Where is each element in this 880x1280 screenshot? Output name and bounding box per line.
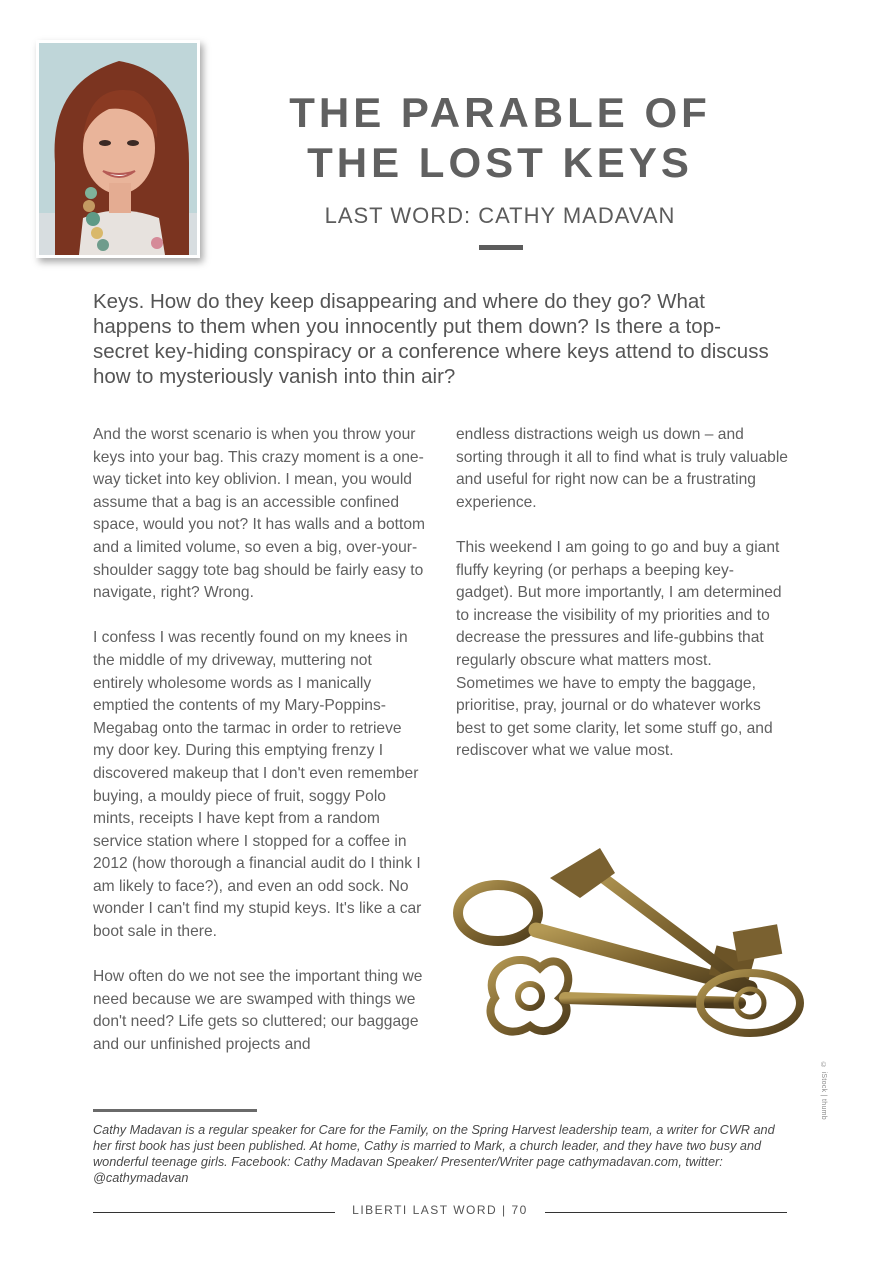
author-bio: Cathy Madavan is a regular speaker for Care for the Family, on the Spring Harvest leadership team, a writer for CWR and her first book has just been published. At home, Cathy is married to Mark, a church leader, and they have two busy and wonderful teenage girls. Facebook: Cathy Madavan Speaker/ Presenter/Writer page cathymadavan.com, twitter: @cathymadavan (93, 1123, 775, 1185)
bio-divider (93, 1109, 257, 1112)
article-title: THE PARABLE OF THE LOST KEYS (289, 89, 711, 186)
article-intro: Keys. How do they keep disappearing and where do they go? What happens to them when you innocently put them down? Is there a top-secret key-hiding conspiracy or a conference where keys attend to discuss how to mysteriously vanish into thin air? (93, 290, 769, 388)
antique-keys-icon (450, 838, 810, 1063)
portrait-photo-icon (39, 43, 197, 255)
body-paragraph: I confess I was recently found on my knees in the middle of my driveway, muttering not entirely wholesome words as I manically emptied the contents of my Mary-Poppins-Megabag onto the tarmac in order to retrieve my door key. During this emptying frenzy I discovered makeup that I don't even remember buying, a mouldy piece of fruit, soggy Polo mints, receipts I have kept from a random service station where I stopped for a coffee in 2012 (how thorough a financial audit do I think I am likely to face?), and even an odd sock. No wonder I can't find my stupid keys. It's like a car boot sale in there. (93, 629, 422, 941)
footer-page-label: LIBERTI LAST WORD | 70 (352, 1203, 528, 1217)
title-divider (479, 245, 523, 250)
article-subtitle: LAST WORD: CATHY MADAVAN (324, 203, 676, 228)
body-column-right (456, 424, 789, 786)
photo-credit: © iStock | thumb (820, 1062, 827, 1120)
body-paragraph: endless distractions weigh us down – and sorting through it all to find what is truly valuable and useful for right now can be a frustrating experience. (456, 426, 788, 511)
body-paragraph: How often do we not see the important thing we need because we are swamped with things we don't need? Life gets so cluttered; our baggage and our unfinished projects and (93, 968, 423, 1054)
author-portrait (36, 40, 200, 258)
keys-photo (450, 838, 810, 1063)
body-paragraph: And the worst scenario is when you throw your keys into your bag. This crazy moment is a one-way ticket into key oblivion. I mean, you would assume that a bag is an accessible confined space, would you not? It has walls and a bottom and a limited volume, so even a big, over-your-shoulder saggy tote bag should be fairly easy to navigate, right? Wrong. (93, 426, 425, 602)
body-paragraph: This weekend I am going to go and buy a giant fluffy keyring (or perhaps a beeping key-gadget). But more importantly, I am determined to increase the visibility of my priorities and to decrease the pressures and life-gubbins that regularly obscure what matters most. Sometimes we have to empty the baggage, prioritise, pray, journal or do whatever works best to get some clarity, let some stuff go, and rediscover what we value most. (456, 538, 782, 760)
body-column-left (93, 424, 426, 1079)
footer-rule-left (93, 1212, 335, 1213)
footer-rule-right (545, 1212, 787, 1213)
